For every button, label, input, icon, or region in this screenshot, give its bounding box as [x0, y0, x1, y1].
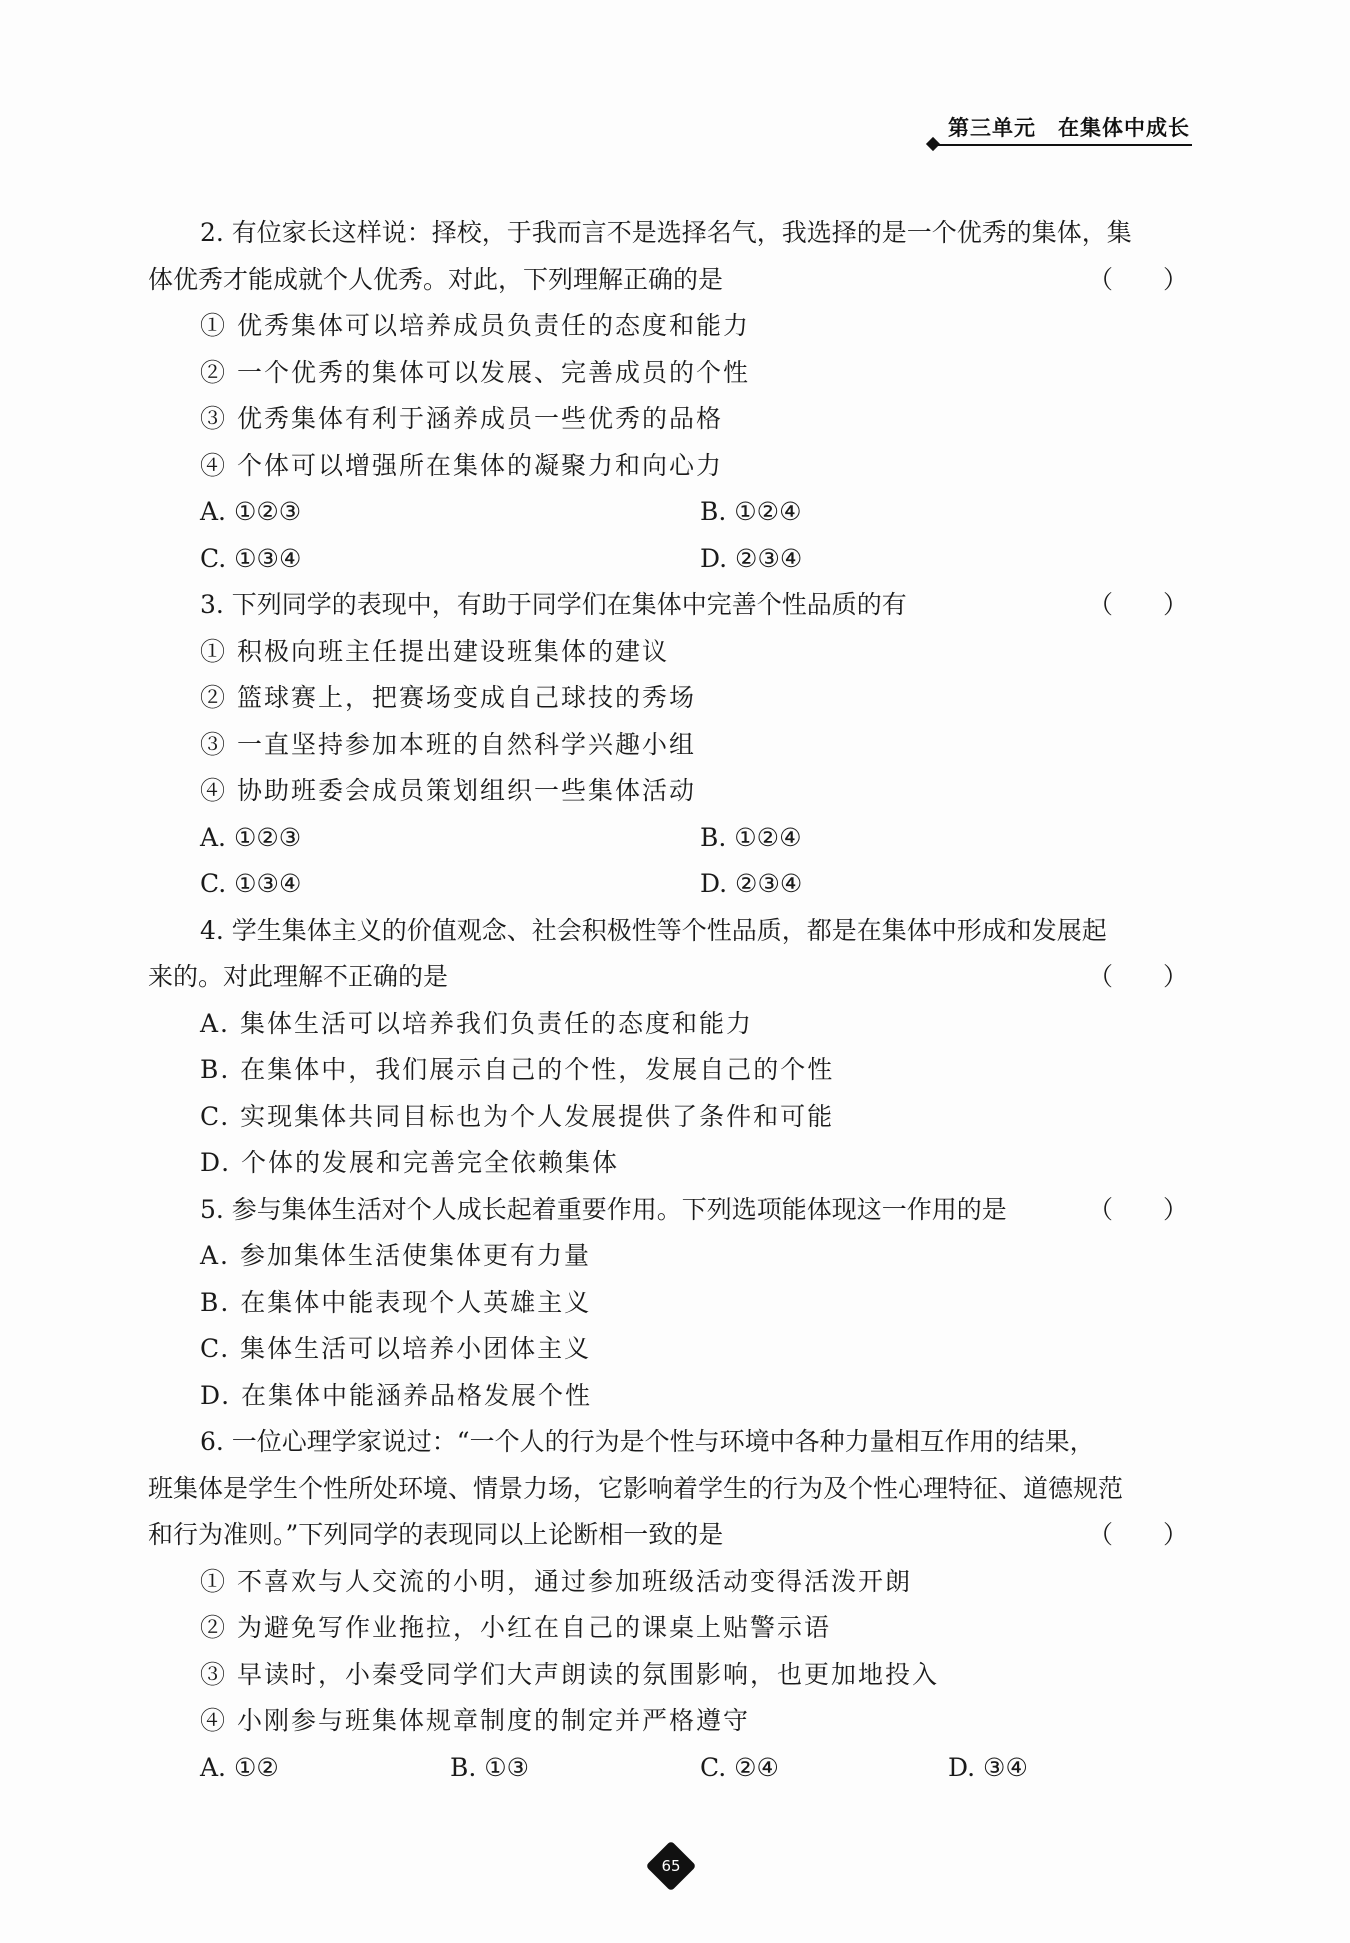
- statement: ② 篮球赛上，把赛场变成自己球技的秀场: [200, 683, 696, 712]
- statement: ③ 早读时，小秦受同学们大声朗读的氛围影响，也更加地投入: [200, 1659, 939, 1689]
- choice-d[interactable]: D. ②③④: [700, 869, 803, 898]
- statement: ① 不喜欢与人交流的小明，通过参加班级活动变得活泼开朗: [200, 1566, 912, 1596]
- answer-paren[interactable]: （ ）: [1087, 1520, 1188, 1549]
- stem-text: 体优秀才能成就个人优秀。对此，下列理解正确的是: [148, 264, 724, 294]
- choice-c[interactable]: C. ①③④: [200, 869, 302, 898]
- choice-b[interactable]: B. ①③: [450, 1752, 530, 1782]
- option-c[interactable]: C. 集体生活可以培养小团体主义: [200, 1334, 592, 1363]
- question-2: [148, 210, 1188, 582]
- statement: ③ 一直坚持参加本班的自然科学兴趣小组: [200, 729, 696, 759]
- answer-paren[interactable]: （ ）: [1087, 962, 1188, 991]
- choice-row: [148, 815, 1188, 862]
- header-rule: [936, 144, 1192, 146]
- question-stem-line: [148, 257, 1188, 304]
- stem-text: 3. 下列同学的表现中，有助于同学们在集体中完善个性品质的有: [200, 590, 907, 619]
- page-number-badge: [646, 1841, 696, 1891]
- choice-b[interactable]: B. ①②④: [700, 822, 802, 852]
- option-d[interactable]: D. 在集体中能涵养品格发展个性: [200, 1380, 593, 1410]
- choice-row: [148, 536, 1188, 583]
- choice-a[interactable]: A. ①②③: [200, 497, 302, 526]
- statement: ④ 小刚参与班集体规章制度的制定并严格遵守: [200, 1706, 750, 1735]
- question-stem-line: [148, 954, 1188, 1001]
- option-c[interactable]: C. 实现集体共同目标也为个人发展提供了条件和可能: [200, 1101, 835, 1131]
- option-b[interactable]: B. 在集体中，我们展示自己的个性，发展自己的个性: [200, 1055, 835, 1084]
- stem-text: 班集体是学生个性所处环境、情景力场，它影响着学生的行为及个性心理特征、道德规范: [148, 1473, 1124, 1503]
- choice-a[interactable]: A. ①②: [200, 1752, 279, 1782]
- question-5: [148, 1187, 1188, 1420]
- answer-paren[interactable]: （ ）: [1087, 1194, 1188, 1224]
- statement: ③ 优秀集体有利于涵养成员一些优秀的品格: [200, 404, 723, 433]
- question-3: [148, 582, 1188, 908]
- choice-row: [148, 861, 1188, 908]
- question-stem-line: [148, 210, 1188, 257]
- statement: ① 积极向班主任提出建设班集体的建议: [200, 636, 669, 666]
- option-b[interactable]: B. 在集体中能表现个人英雄主义: [200, 1287, 592, 1317]
- question-stem-line: [148, 1187, 1188, 1234]
- question-4: [148, 908, 1188, 1187]
- statement: ② 为避免写作业拖拉，小红在自己的课桌上贴警示语: [200, 1613, 831, 1642]
- stem-text: 5. 参与集体生活对个人成长起着重要作用。下列选项能体现这一作用的是: [200, 1194, 1007, 1224]
- running-header: [948, 112, 1190, 142]
- statement: ① 优秀集体可以培养成员负责任的态度和能力: [200, 311, 750, 340]
- choice-row: [148, 489, 1188, 536]
- question-stem-line: [148, 908, 1188, 955]
- stem-text: 4. 学生集体主义的价值观念、社会积极性等个性品质，都是在集体中形成和发展起: [200, 915, 1107, 945]
- answer-paren[interactable]: （ ）: [1087, 264, 1188, 294]
- choice-row: [148, 1745, 1188, 1792]
- statement: ② 一个优秀的集体可以发展、完善成员的个性: [200, 357, 750, 387]
- option-a[interactable]: A. 集体生活可以培养我们负责任的态度和能力: [200, 1008, 753, 1038]
- question-stem-line: [148, 1466, 1188, 1513]
- question-stem-line: [148, 582, 1188, 629]
- unit-label: 第三单元: [948, 116, 1036, 140]
- question-stem-line: [148, 1512, 1188, 1559]
- choice-c[interactable]: C. ①③④: [200, 543, 302, 573]
- stem-text: 6. 一位心理学家说过：“一个人的行为是个性与环境中各种力量相互作用的结果，: [200, 1427, 1095, 1456]
- choice-c[interactable]: C. ②④: [700, 1752, 779, 1782]
- stem-text: 2. 有位家长这样说：择校，于我而言不是选择名气，我选择的是一个优秀的集体，集: [200, 218, 1132, 247]
- option-a[interactable]: A. 参加集体生活使集体更有力量: [200, 1241, 591, 1270]
- answer-paren[interactable]: （ ）: [1087, 590, 1188, 619]
- unit-title: 在集体中成长: [1058, 116, 1190, 140]
- option-d[interactable]: D. 个体的发展和完善完全依赖集体: [200, 1148, 620, 1177]
- page-number: 65: [661, 1857, 681, 1875]
- stem-text: 来的。对此理解不正确的是: [148, 962, 449, 991]
- statement: ④ 个体可以增强所在集体的凝聚力和向心力: [200, 450, 723, 480]
- statement: ④ 协助班委会成员策划组织一些集体活动: [200, 776, 696, 805]
- stem-text: 和行为准则。”下列同学的表现同以上论断相一致的是: [148, 1520, 724, 1549]
- choice-a[interactable]: A. ①②③: [200, 822, 302, 852]
- question-list: [148, 210, 1188, 1791]
- question-6: [148, 1419, 1188, 1791]
- choice-d[interactable]: D. ③④: [948, 1752, 1028, 1782]
- question-stem-line: [148, 1419, 1188, 1466]
- choice-d[interactable]: D. ②③④: [700, 543, 803, 573]
- choice-b[interactable]: B. ①②④: [700, 497, 802, 526]
